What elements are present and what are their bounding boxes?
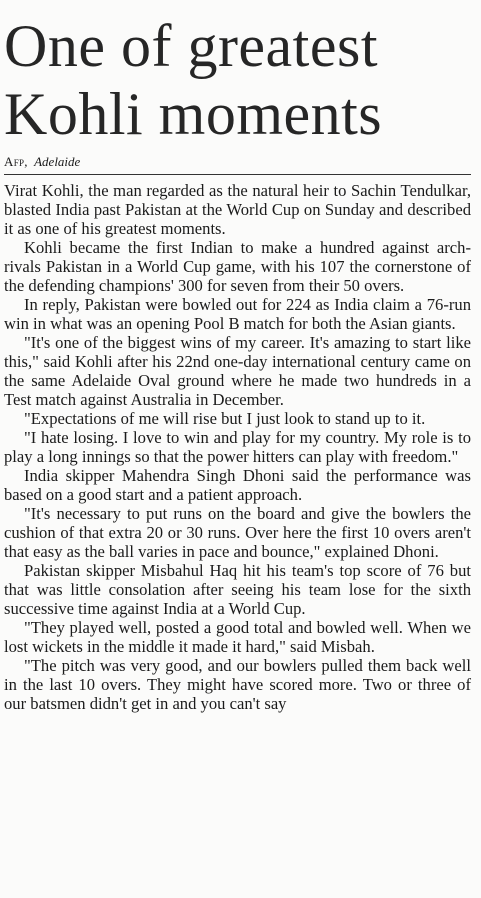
paragraph: India skipper Mahendra Singh Dhoni said the performance was based on a good start and a patient approach. — [4, 466, 471, 504]
headline — [0, 0, 481, 148]
paragraph: "It's necessary to put runs on the board and give the bowlers the cushion of that extra 20 or 30 runs. Over here the first 10 overs aren't that easy as the ball varies in pace and bounce," explained Dhoni. — [4, 504, 471, 561]
paragraph: "Expectations of me will rise but I just look to stand up to it. — [24, 409, 426, 428]
article-body — [0, 175, 481, 713]
paragraph: In reply, Pakistan were bowled out for 224 as India claim a 76-run win in what was an opening Pool B match for both the Asian giants. — [4, 295, 471, 333]
paragraph: "The pitch was very good, and our bowlers pulled them back well in the last 10 overs. They might have scored more. Two or three of our batsmen didn't get in and you can't say — [4, 656, 471, 713]
paragraph: Kohli became the first Indian to make a hundred against arch-rivals Pakistan in a World Cup game, with his 107 the cornerstone of the defending champions' 300 for seven from their 50 overs. — [4, 238, 471, 295]
headline-line-2: Kohli moments — [4, 81, 383, 147]
paragraph: Pakistan skipper Misbahul Haq hit his team's top score of 76 but that was little consolation after seeing his team lose for the sixth successive time against India at a World Cup. — [4, 561, 471, 618]
byline — [4, 154, 481, 170]
paragraph: "They played well, posted a good total and bowled well. When we lost wickets in the middle it made it hard," said Misbah. — [4, 618, 471, 656]
headline-line-1: One of greatest — [4, 13, 379, 79]
byline-agency: Afp, — [4, 154, 28, 169]
paragraph: "I hate losing. I love to win and play for my country. My role is to play a long innings so that the power hitters can play with freedom." — [4, 428, 471, 466]
paragraph: "It's one of the biggest wins of my career. It's amazing to start like this," said Kohli after his 22nd one-day international century came on the same Adelaide Oval ground where he made two hundreds in a Test match against Australia in December. — [4, 333, 471, 409]
paragraph: Virat Kohli, the man regarded as the natural heir to Sachin Tendulkar, blasted India past Pakistan at the World Cup on Sunday and described it as one of his greatest moments. — [4, 181, 471, 238]
byline-place: Adelaide — [34, 154, 81, 169]
